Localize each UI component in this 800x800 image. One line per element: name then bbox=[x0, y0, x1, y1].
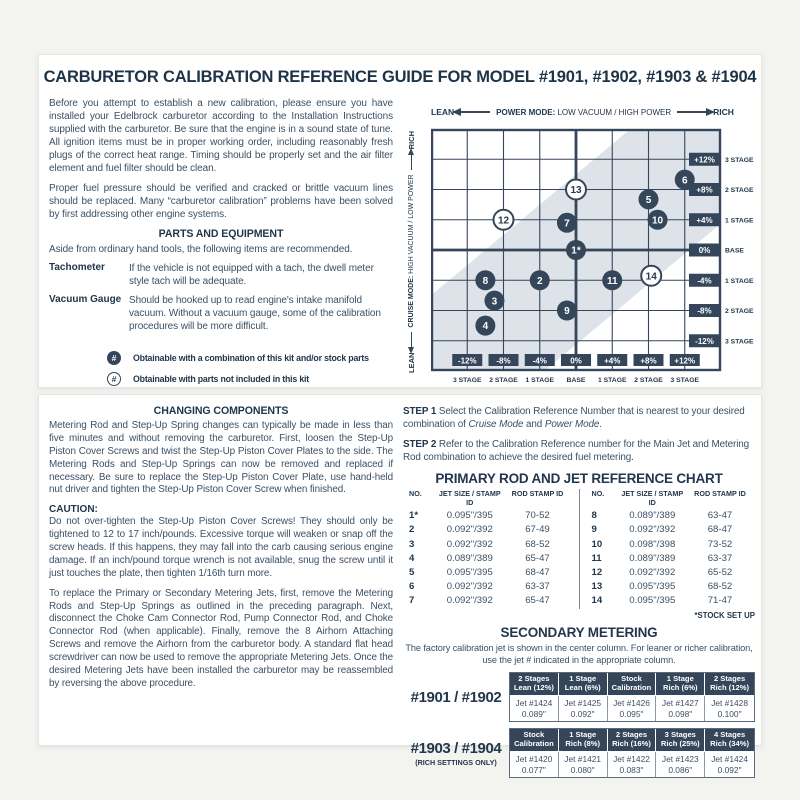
x-stage-label: BASE bbox=[566, 377, 586, 384]
jet-column-header: Stock Calibration bbox=[510, 729, 559, 752]
cell-number: 7 bbox=[409, 595, 415, 607]
cell-rod-stamp: 73-52 bbox=[707, 538, 733, 550]
x-tick-label: -4% bbox=[532, 356, 547, 366]
svg-text:4: 4 bbox=[482, 321, 489, 333]
col-header-jet: JET SIZE / STAMP ID bbox=[438, 489, 501, 508]
calibration-point-2 bbox=[530, 270, 550, 290]
col-header-rod: ROD STAMP ID bbox=[511, 489, 564, 499]
axis-lean-label: LEAN bbox=[431, 107, 455, 117]
svg-text:12: 12 bbox=[497, 215, 510, 227]
secondary-metering-heading: SECONDARY METERING bbox=[500, 624, 658, 640]
page-title: CARBURETOR CALIBRATION REFERENCE GUIDE FOR MODEL #1901, #1902, #1903 & #1904 bbox=[43, 68, 757, 86]
col-header-jet: JET SIZE / STAMP ID bbox=[621, 489, 684, 508]
axis-rich-label: RICH bbox=[407, 131, 416, 150]
svg-text:9: 9 bbox=[564, 306, 570, 318]
calibration-point-13 bbox=[566, 180, 586, 200]
y-stage-label: 1 STAGE bbox=[725, 217, 754, 225]
x-stage-label: 2 STAGE bbox=[489, 377, 518, 384]
cell-rod-stamp: 67-49 bbox=[525, 524, 550, 536]
legend-label: Obtainable with parts not included in this kit bbox=[133, 374, 310, 384]
stock-setup-footnote: *STOCK SET UP bbox=[694, 610, 755, 620]
jet-value-cell: Jet #1422 0.083" bbox=[608, 752, 657, 777]
calibration-point-12 bbox=[494, 210, 514, 230]
cell-number: 8 bbox=[591, 510, 597, 522]
x-stage-label: 3 STAGE bbox=[452, 377, 482, 384]
changing-components-paragraph: Metering Rod and Step-Up Spring changes can typically be made in less than five minutes and without removing the carburetor. First, loosen the Step-Up Piston Cover Screws and twist the Step-Up Piston Cover Plates to the side. The Metering Rods and Step-Up Springs can now be removed and replaced if necessary. Be sure to replace the Step-Up Piston Cover Plate, use hand-held nut driver and tighten the Step-Up Piston Cover Screw when finished. bbox=[49, 420, 393, 496]
calibration-point-7 bbox=[557, 213, 577, 233]
jet-value-cell: Jet #1421 0.080" bbox=[559, 752, 608, 777]
jet-column-header: 2 Stages Lean (12%) bbox=[510, 673, 559, 696]
x-tick-label: -12% bbox=[457, 356, 477, 366]
page-top bbox=[38, 54, 762, 388]
svg-text:8: 8 bbox=[482, 275, 489, 287]
y-stage-label: 2 STAGE bbox=[725, 187, 754, 194]
primary-rows-left bbox=[403, 509, 573, 608]
svg-text:3: 3 bbox=[491, 296, 498, 308]
model-note: (RICH SETTINGS ONLY) bbox=[415, 757, 497, 767]
axis-title-rest: LOW VACUUM / HIGH POWER bbox=[555, 107, 672, 117]
cell-jet-size: 0.095"/395 bbox=[629, 581, 676, 593]
cell-rod-stamp: 63-37 bbox=[525, 581, 550, 593]
y-tick-label: +12% bbox=[694, 155, 715, 165]
axis-lean-label: LEAN bbox=[407, 352, 416, 373]
cell-rod-stamp: 68-47 bbox=[525, 567, 550, 578]
legend-item bbox=[107, 372, 393, 386]
changing-components-column bbox=[49, 405, 393, 698]
table-row bbox=[586, 580, 756, 594]
y-tick-label: +4% bbox=[696, 215, 713, 225]
table-row bbox=[403, 538, 573, 552]
calibration-point-11 bbox=[602, 270, 622, 290]
svg-text:13: 13 bbox=[570, 185, 582, 197]
parts-equipment-heading: PARTS AND EQUIPMENT bbox=[158, 228, 284, 240]
jet-column-header: 4 Stages Rich (34%) bbox=[705, 729, 754, 752]
svg-text:11: 11 bbox=[606, 275, 618, 287]
step-label: STEP 2 bbox=[403, 439, 439, 451]
primary-table-header bbox=[586, 489, 756, 507]
x-stage-label: 1 STAGE bbox=[525, 377, 555, 384]
equipment-name: Vacuum Gauge bbox=[49, 294, 122, 305]
y-tick-label: -8% bbox=[697, 306, 712, 316]
table-row bbox=[586, 538, 756, 552]
step-paragraph bbox=[403, 405, 755, 431]
step-text: Cruise Mode bbox=[468, 419, 524, 431]
cell-number: 11 bbox=[591, 552, 602, 564]
y-stage-label: BASE bbox=[725, 247, 744, 255]
cell-jet-size: 0.089"/389 bbox=[629, 552, 676, 564]
arrow-left-icon bbox=[460, 111, 490, 113]
model-number: #1903 / #1904 bbox=[410, 739, 502, 757]
col-header-rod: ROD STAMP ID bbox=[694, 489, 746, 499]
jet-grid bbox=[509, 672, 755, 722]
table-row bbox=[586, 566, 756, 580]
col-header-no: NO. bbox=[591, 489, 605, 499]
table-row bbox=[586, 523, 756, 537]
primary-table-left-group bbox=[403, 489, 573, 608]
jet-column-header: 2 Stages Rich (12%) bbox=[705, 673, 754, 696]
y-stage-label: 3 STAGE bbox=[725, 156, 754, 164]
secondary-metering-intro: The factory calibration jet is shown in the center column. For leaner or richer calibration, use the jet # indicated in the appropriate column. bbox=[405, 642, 753, 665]
table-row bbox=[403, 580, 573, 594]
reference-chart-column bbox=[403, 405, 755, 778]
calibration-chart-svg bbox=[431, 123, 757, 385]
caution-paragraph: Do not over-tighten the Step-Up Piston Cover Screws! They should only be tightened to 12 to 17 inch/pounds. Excessive torque will weaken or snap off the screw heads. If this happens, they may fall into the carb causing serious engine damage. If an inch/pound torque wrench is not available, snug the screw until it just touches the plate, then tighten 1/16th turn more. bbox=[49, 516, 393, 579]
cell-number: 10 bbox=[591, 538, 603, 550]
cell-jet-size: 0.095"/395 bbox=[446, 567, 493, 578]
calibration-point-3 bbox=[484, 291, 504, 311]
jet-column-header: 1 Stage Rich (6%) bbox=[656, 673, 705, 696]
cell-rod-stamp: 70-52 bbox=[525, 510, 550, 522]
cell-jet-size: 0.092"/392 bbox=[629, 524, 676, 536]
jet-grid bbox=[509, 728, 755, 778]
intro-paragraph-1: Before you attempt to establish a new calibration, please ensure you have installed your Edelbrock carburetor according to the Installation Instructions supplied with the carburetor. Be sure that the engine is in a sound state of tune. All ignition items must be in proper working order, including reasonably fresh plugs of the correct heat range. Timing should be properly set and the air filter element and fuel filter should be clean. bbox=[49, 98, 393, 174]
model-label bbox=[403, 740, 509, 767]
x-stage-label: 3 STAGE bbox=[670, 377, 700, 384]
page-bottom bbox=[38, 394, 762, 775]
table-row bbox=[403, 523, 573, 537]
cell-rod-stamp: 65-47 bbox=[525, 552, 550, 564]
calibration-point-5 bbox=[639, 189, 659, 209]
y-tick-label: 0% bbox=[698, 246, 711, 255]
arrow-left-icon bbox=[411, 332, 413, 348]
cell-rod-stamp: 71-47 bbox=[707, 595, 733, 607]
cell-rod-stamp: 68-52 bbox=[525, 538, 550, 550]
cell-number: 2 bbox=[409, 524, 415, 536]
svg-text:14: 14 bbox=[645, 271, 657, 283]
power-mode-axis-title bbox=[496, 108, 671, 117]
jet-value-cell: Jet #1426 0.095" bbox=[608, 696, 657, 721]
cell-jet-size: 0.089"/389 bbox=[629, 510, 676, 522]
arrow-right-icon bbox=[411, 154, 413, 170]
table-row bbox=[403, 552, 573, 566]
axis-title-bold: POWER MODE: bbox=[496, 107, 556, 117]
cruise-mode-axis-title bbox=[408, 174, 415, 327]
axis-rich-label: RICH bbox=[713, 107, 734, 117]
jet-value-cell: Jet #1423 0.086" bbox=[656, 752, 705, 777]
caution-heading: CAUTION: bbox=[49, 504, 98, 516]
x-tick-label: +8% bbox=[640, 356, 657, 366]
jet-column-header: 2 Stages Rich (16%) bbox=[608, 729, 657, 752]
jet-value-cell: Jet #1425 0.092" bbox=[559, 696, 608, 721]
model-label bbox=[403, 689, 509, 706]
step-text: . bbox=[599, 419, 602, 431]
table-row bbox=[586, 509, 756, 523]
kit-symbol-icon: # bbox=[107, 351, 121, 365]
y-stage-label: 2 STAGE bbox=[725, 308, 754, 315]
step-text: Select the Calibration Reference Number that is nearest to your desired combination of bbox=[403, 406, 745, 431]
cell-rod-stamp: 65-47 bbox=[525, 595, 550, 607]
kit-symbol-icon: # bbox=[107, 372, 121, 386]
cell-number: 3 bbox=[409, 538, 415, 550]
equipment-name: Tachometer bbox=[49, 262, 105, 273]
cell-jet-size: 0.089"/389 bbox=[446, 552, 493, 564]
cell-number: 4 bbox=[409, 552, 415, 564]
y-tick-label: -12% bbox=[695, 336, 714, 346]
arrow-right-icon bbox=[677, 111, 707, 113]
primary-rows-right bbox=[586, 509, 756, 608]
cell-jet-size: 0.092"/392 bbox=[446, 581, 493, 593]
cell-number: 12 bbox=[591, 567, 603, 578]
cell-jet-size: 0.092"/392 bbox=[446, 524, 493, 536]
parts-intro: Aside from ordinary hand tools, the following items are recommended. bbox=[49, 244, 353, 255]
cell-number: 5 bbox=[409, 567, 415, 578]
x-tick-label: +4% bbox=[604, 356, 621, 366]
step-text: and bbox=[523, 419, 545, 431]
cell-rod-stamp: 63-37 bbox=[707, 552, 733, 564]
secondary-table bbox=[403, 672, 755, 722]
calibration-point-8 bbox=[475, 270, 495, 290]
jet-value-cell: Jet #1420 0.077" bbox=[510, 752, 559, 777]
axis-title-bold: CRUISE MODE: bbox=[408, 275, 415, 328]
jet-column-header: 1 Stage Rich (8%) bbox=[559, 729, 608, 752]
symbol-legend bbox=[107, 351, 393, 386]
calibration-point-4 bbox=[475, 316, 495, 336]
cell-jet-size: 0.092"/392 bbox=[446, 538, 493, 550]
jet-column-header: 1 Stage Lean (6%) bbox=[559, 673, 608, 696]
model-number: #1901 / #1902 bbox=[410, 688, 502, 706]
cell-rod-stamp: 63-47 bbox=[707, 510, 733, 522]
table-row bbox=[586, 594, 756, 608]
col-header-no: NO. bbox=[409, 489, 422, 499]
replace-jets-paragraph: To replace the Primary or Secondary Metering Jets, first, remove the Metering Rods and Step-Up Springs as outlined in the preceding paragraph. Next, disconnect the Choke Cam Connector Rod, Pump Connector Rod, and Choke Connector Rod (when applicable). Finally, remove the 8 Airhorn Attaching Screws and remove the Airhorn from the carburetor body. A standard flat head screwdriver can now be used to remove the appropriate Metering Jets. Once the desired Metering Jets have been installed the carburetor may be reassembled by reversing the above procedure. bbox=[49, 587, 393, 689]
equipment-description: If the vehicle is not equipped with a tach, the dwell meter style tach will be adequate. bbox=[129, 263, 374, 287]
equipment-item bbox=[49, 294, 393, 333]
x-stage-label: 1 STAGE bbox=[597, 377, 627, 384]
y-stage-label: 3 STAGE bbox=[725, 338, 754, 346]
table-row bbox=[586, 552, 756, 566]
svg-text:2: 2 bbox=[536, 275, 543, 287]
x-tick-label: +12% bbox=[674, 356, 696, 366]
cell-rod-stamp: 68-47 bbox=[707, 524, 733, 536]
intro-column bbox=[49, 97, 393, 386]
changing-components-heading: CHANGING COMPONENTS bbox=[153, 405, 289, 417]
axis-title-rest: HIGH VACUUM / LOW POWER bbox=[408, 174, 415, 276]
y-tick-label: -4% bbox=[697, 276, 712, 286]
cruise-mode-axis bbox=[405, 131, 418, 373]
primary-table-header bbox=[403, 489, 573, 507]
jet-column-header: 3 Stages Rich (25%) bbox=[656, 729, 705, 752]
jet-column-header: Stock Calibration bbox=[608, 673, 657, 696]
calibration-point-9 bbox=[557, 301, 577, 321]
primary-table-right-group bbox=[586, 489, 756, 608]
y-stage-label: 1 STAGE bbox=[725, 277, 754, 285]
calibration-point-1 bbox=[566, 240, 586, 260]
jet-value-cell: Jet #1428 0.100" bbox=[705, 696, 754, 721]
svg-text:1*: 1* bbox=[571, 245, 581, 257]
cell-jet-size: 0.095"/395 bbox=[629, 595, 676, 607]
power-mode-axis bbox=[431, 105, 734, 119]
cell-jet-size: 0.092"/392 bbox=[446, 595, 493, 607]
secondary-table bbox=[403, 728, 755, 778]
intro-paragraph-2: Proper fuel pressure should be verified and cracked or brittle vacuum lines should be replaced. Many “carburetor calibration” problems have been solved by first addressing other engine systems. bbox=[49, 183, 393, 220]
legend-label: Obtainable with a combination of this kit and/or stock parts bbox=[133, 353, 369, 363]
cell-number: 13 bbox=[591, 581, 603, 593]
cell-jet-size: 0.092"/392 bbox=[629, 567, 676, 578]
equipment-description: Should be hooked up to read engine's intake manifold vacuum. Without a vacuum gauge, some of the calibration procedures will be more difficult. bbox=[129, 295, 381, 332]
x-stage-label: 2 STAGE bbox=[634, 377, 663, 384]
secondary-tables bbox=[403, 672, 755, 778]
step-text: Power Mode bbox=[544, 419, 600, 431]
table-row bbox=[403, 566, 573, 580]
cell-jet-size: 0.098"/398 bbox=[629, 538, 676, 550]
table-row bbox=[403, 594, 573, 608]
svg-text:7: 7 bbox=[564, 218, 570, 230]
calibration-point-6 bbox=[675, 170, 695, 190]
step-text: Refer to the Calibration Reference number for the Main Jet and Metering Rod combination to achieve the desired fuel metering. bbox=[403, 439, 750, 464]
jet-value-cell: Jet #1424 0.092" bbox=[705, 752, 754, 777]
table-row bbox=[403, 509, 573, 523]
step-label: STEP 1 bbox=[403, 406, 439, 417]
jet-value-cell: Jet #1424 0.089" bbox=[510, 696, 559, 721]
cell-number: 1* bbox=[409, 510, 419, 522]
primary-chart-heading: PRIMARY ROD AND JET REFERENCE CHART bbox=[435, 471, 723, 487]
calibration-point-14 bbox=[641, 266, 661, 286]
equipment-list bbox=[49, 262, 393, 333]
cell-rod-stamp: 65-52 bbox=[707, 567, 733, 578]
cell-rod-stamp: 68-52 bbox=[707, 581, 733, 593]
equipment-item bbox=[49, 262, 393, 288]
x-tick-label: 0% bbox=[570, 356, 582, 366]
svg-text:6: 6 bbox=[681, 175, 688, 187]
y-tick-label: +8% bbox=[696, 185, 713, 195]
svg-text:5: 5 bbox=[645, 194, 652, 206]
svg-text:10: 10 bbox=[652, 215, 664, 227]
jet-value-cell: Jet #1427 0.098" bbox=[656, 696, 705, 721]
step-paragraph bbox=[403, 438, 755, 464]
legend-item bbox=[107, 351, 393, 365]
cell-number: 9 bbox=[591, 524, 597, 536]
calibration-point-10 bbox=[648, 210, 668, 230]
x-tick-label: -8% bbox=[496, 356, 511, 366]
table-divider bbox=[579, 489, 580, 608]
cell-number: 14 bbox=[591, 595, 603, 607]
primary-rod-jet-table bbox=[403, 489, 755, 608]
cell-number: 6 bbox=[409, 581, 415, 593]
steps bbox=[403, 405, 755, 464]
cell-jet-size: 0.095"/395 bbox=[446, 510, 493, 522]
